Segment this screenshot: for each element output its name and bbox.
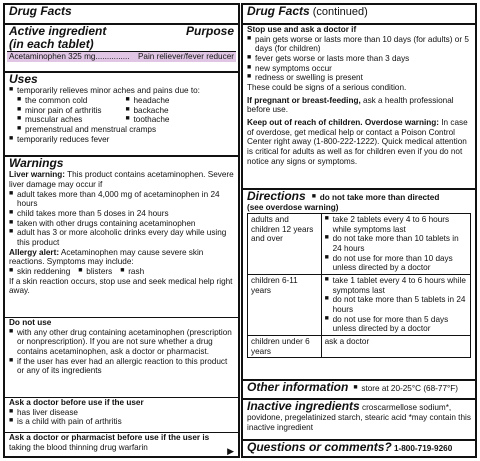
ask-pharmacist-section	[5, 432, 238, 456]
uses-section	[5, 71, 238, 144]
dose-cell: ■ take 1 tablet every 4 to 6 hours while symptoms last ■ do not take more than 5 tablets in 24 hours ■ do not use for more than 5 days unless directed by a doctor	[321, 274, 470, 335]
active-ingredient-section	[5, 23, 238, 62]
stop-use-after: These could be signs of a serious condition.	[247, 83, 407, 93]
active-ingredient-subheading: (in each tablet)	[9, 37, 94, 52]
use-item: ■ premenstrual and menstrual cramps	[17, 125, 234, 135]
inactive-ingredients-section	[243, 398, 475, 433]
do-not-use-title: Do not use	[9, 318, 52, 327]
continued-title-section	[243, 5, 475, 18]
ask-pharmacist-title: Ask a doctor or pharmacist before use if the user is	[9, 433, 210, 442]
age-cell: children 6-11 years	[248, 274, 322, 335]
ask-doctor-item: ■ has liver disease	[9, 408, 234, 418]
dose-cell: ask a doctor	[321, 335, 470, 357]
stop-use-section	[243, 23, 475, 166]
stop-use-item: ■ new symptoms occur	[247, 64, 471, 74]
use-item: ■ backache	[126, 106, 235, 116]
stop-use-item: ■ fever gets worse or lasts more than 3 days	[247, 54, 471, 64]
continue-arrow-icon: ▶	[227, 446, 234, 456]
do-not-use-section	[5, 317, 238, 376]
ingredient-purpose: Pain reliever/fever reducer	[137, 52, 234, 62]
drug-facts-left-panel	[3, 3, 240, 458]
table-row	[248, 274, 471, 335]
directions-title: Directions	[247, 189, 306, 203]
ingredient-name: Acetaminophen 325 mg...............	[9, 52, 130, 62]
inactive-ingredients: Inactive ingredients croscarmellose sodium*, povidone, pregelatinized starch, stearic acid *may contain this inactive ingredient	[247, 399, 471, 432]
uses-intro: ■ temporarily relieves minor aches and pains due to:	[9, 86, 234, 96]
pregnancy-warning: If pregnant or breast-feeding, ask a health professional before use.	[247, 95, 454, 115]
ask-doctor-item: ■ is a child with pain of arthritis	[9, 417, 234, 427]
use-item: ■ muscular aches	[17, 115, 126, 125]
allergy-symptom: ■ blisters	[78, 267, 112, 277]
overdose-warning: Keep out of reach of children. Overdose warning: In case of overdose, get medical help or contact a Poison Control Center right away (1-800-222-1222). Quick medical attention is critical for adults as well as for children even if you do not notice any signs or symptoms.	[247, 118, 468, 166]
questions-line: Questions or comments? 1-800-719-9260	[247, 440, 453, 454]
title-section	[5, 5, 238, 18]
stop-use-item: ■ redness or swelling is present	[247, 73, 471, 83]
drug-facts-right-panel	[241, 3, 477, 458]
liver-item: ■ taken with other drugs containing acetaminophen	[9, 219, 234, 229]
allergy-after: If a skin reaction occurs, stop use and seek medical help right away.	[9, 276, 233, 296]
use-item: ■ headache	[126, 96, 235, 106]
questions-section	[243, 439, 475, 454]
ask-doctor-title: Ask a doctor before use if the user	[9, 398, 144, 407]
warnings-section	[5, 155, 238, 296]
panel-title: Drug Facts	[9, 4, 72, 18]
other-information-section	[243, 379, 475, 394]
use-fever: ■ temporarily reduces fever	[9, 135, 234, 145]
age-cell: adults and children 12 years and over	[248, 213, 322, 274]
stop-use-item: ■ pain gets worse or lasts more than 10 days (for adults) or 5 days (for children)	[247, 35, 471, 54]
storage-text: ■ store at 20-25°C (68-77°F)	[353, 384, 458, 394]
do-not-use-item: ■ with any other drug containing acetaminophen (prescription or nonprescription). If you are not sure whether a drug contains acetaminophen, ask a doctor or pharmacist.	[9, 328, 234, 357]
directions-table	[247, 213, 471, 358]
drug-facts-label	[3, 3, 477, 458]
table-row	[248, 213, 471, 274]
liver-item: ■ adult has 3 or more alcoholic drinks every day while using this product	[9, 228, 234, 247]
liver-item: ■ adult takes more than 4,000 mg of acetaminophen in 24 hours	[9, 190, 234, 209]
directions-section	[243, 188, 475, 358]
active-ingredient-heading: Active ingredient	[9, 24, 107, 38]
use-item: ■ minor pain of arthritis	[17, 106, 126, 116]
panel-title-continued: Drug Facts (continued)	[247, 4, 368, 18]
directions-bullet: ■ do not take more than directed	[312, 193, 440, 203]
warnings-title: Warnings	[9, 156, 64, 170]
ask-pharmacist-text: taking the blood thinning drug warfarin	[9, 442, 148, 452]
allergy-symptom: ■ skin reddening	[9, 267, 70, 277]
ingredient-row	[7, 51, 236, 62]
table-row	[248, 335, 471, 357]
do-not-use-item: ■ if the user has ever had an allergic reaction to this product or any of its ingredients	[9, 357, 234, 376]
ask-doctor-section	[5, 397, 238, 427]
other-information-title: Other information	[247, 380, 349, 394]
uses-title: Uses	[9, 72, 38, 86]
liver-item: ■ child takes more than 5 doses in 24 hours	[9, 209, 234, 219]
directions-sub: (see overdose warning)	[247, 203, 339, 213]
purpose-heading: Purpose	[185, 24, 234, 38]
allergy-symptom: ■ rash	[120, 267, 144, 277]
use-item: ■ toothache	[126, 115, 235, 125]
use-item: ■ the common cold	[17, 96, 126, 106]
liver-warning: Liver warning: This product contains acetaminophen. Severe liver damage may occur if	[9, 170, 234, 189]
allergy-alert: Allergy alert: Acetaminophen may cause severe skin reactions. Symptoms may include:	[9, 247, 204, 267]
dose-cell: ■ take 2 tablets every 4 to 6 hours while symptoms last ■ do not take more than 10 tablets in 24 hours ■ do not use for more than 10 days unless directed by a doctor	[321, 213, 470, 274]
age-cell: children under 6 years	[248, 335, 322, 357]
stop-use-title: Stop use and ask a doctor if	[247, 25, 357, 34]
